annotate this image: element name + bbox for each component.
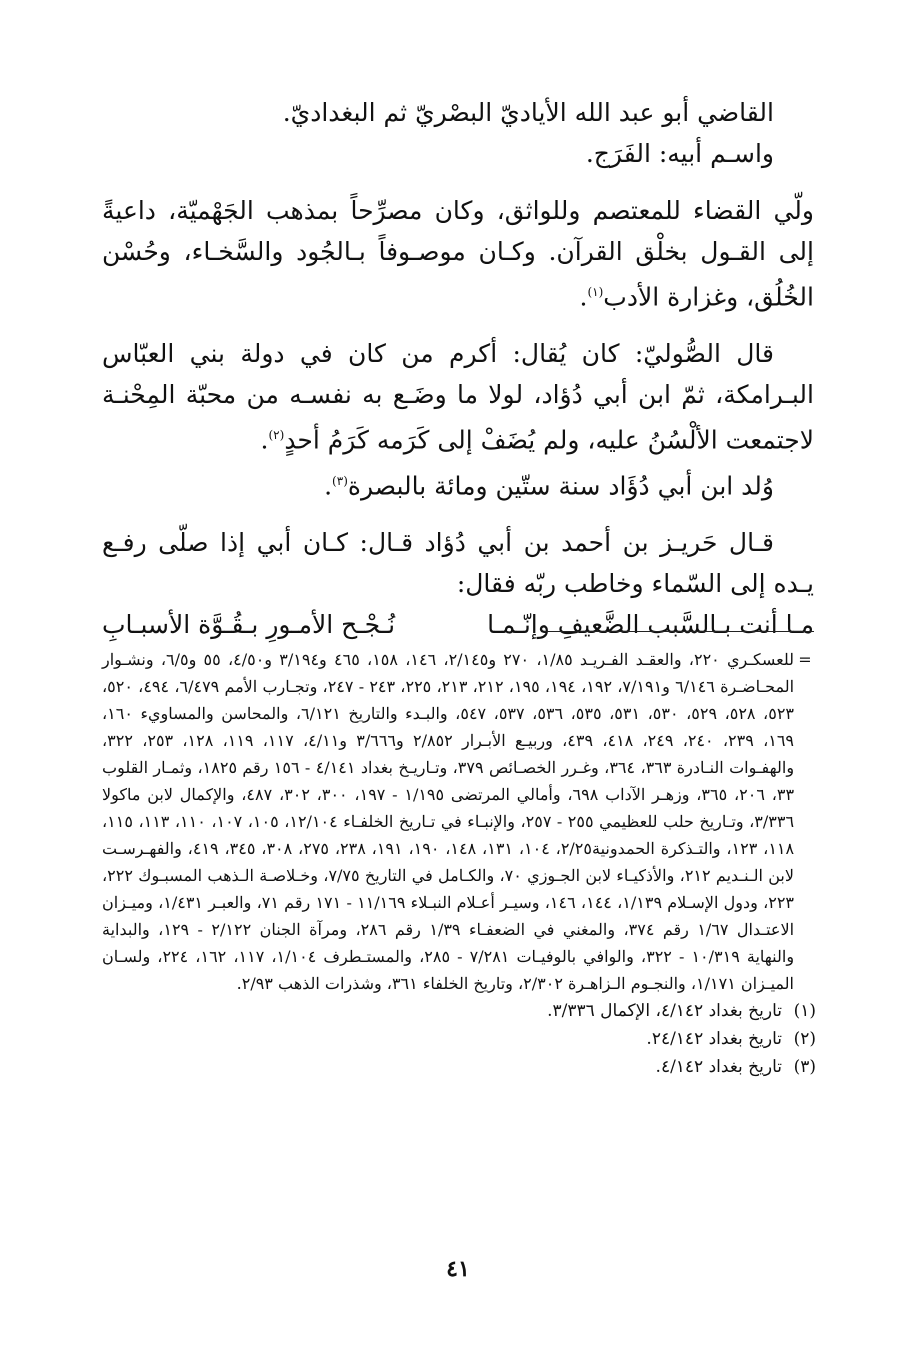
line-1: القاضي أبو عبد الله الأياديّ البصْريّ ثم البغداديّ. [282,98,774,127]
line-2: واسـم أبيه: الفَرَج. [585,139,774,168]
main-text [102,92,814,646]
continuation-mark: = [798,650,812,669]
footnote-item [102,1025,816,1053]
paragraph: وُلد ابن أبي دُؤَاد سنة ستّين ومائة بالبصرة$^{(٣)}$. [324,470,774,500]
paragraph: قال الصُّوليّ: كان يُقال: أكرم من كان في دولة بني العبّاس البـرامكة، ثمّ ابن أبي دُؤاد، لولا ما وضَـع به نفسـه من محبّة المِحْنـة لاجتمعت الألْسُنُ عليه، ولم يُضَفْ إلى كَرَمه كَرَمُ أحدٍ$^{(٢)}$. [102,339,814,455]
footnote-text: تاريخ بغداد ٤/١٤٢. [655,1057,782,1077]
text-line [102,133,814,174]
footnote-item [102,1053,816,1081]
paragraph: قـال حَريـز بن أحمد بن أبي دُؤاد قـال: كـان أبي إذا صلّى رفـع يـده إلى السّماء وخاطب ربّه فقال: [102,527,814,598]
page-number: ٤١ [446,1256,470,1282]
footnotes [102,646,816,1081]
footnote-text: تاريخ بغداد ٤/١٤٢، الإكمال ٣/٣٣٦. [547,1001,782,1021]
verse-hemistich-second: نُـجْـح الأمـورِ بـقُـوَّة الأسبـابِ [102,609,396,639]
footnote-number: (١) [793,1001,816,1021]
verse-hemistich-first: مـا أنت بـالسَّبب الضَّعيفِ وإنّـمـا [487,609,814,639]
footnote-number: (٢) [793,1029,816,1049]
text-line [102,92,814,133]
footnote-ref: (٢) [268,428,285,443]
poetry-verse [102,604,814,646]
footnote-ref: (٣) [332,473,348,488]
continuation-text: للعسكـري ٢٢٠، والعقـد الفـريـد ١/٨٥، ٢٧٠ و٢/١٤٥، ١٤٦، ١٥٨، ٤٦٥ و٣/١٩٤ و٤/٥٠، ٥٥ و٦/٥، ونشـوار المحـاضـرة ٦/١٤٦ و٧/١٩١، ١٩٢، ١٩٤، ١٩٥، ٢١٢، ٢١٣، ٢٢٥، ٢٤٣ - ٢٤٧، وتجـارب الأمم ٦/٤٧٩، ٤٩٤، ٥٢٠، ٥٢٣، ٥٢٨، ٥٢٩، ٥٣٠، ٥٣١، ٥٣٥، ٥٣٦، ٥٣٧، ٥٤٧، والبـدء والتاريخ ٦/١٢١، والمحاسن والمساويء ١٦٠، ١٦٩، ٢٣٩، ٢٤٠، ٢٤٩، ٤١٨، ٤٣٩، وربيـع الأبـرار ٢/٨٥٢ و٣/٦٦٦ و٤/١١، ١١٧، ١١٩، ١٢٨، ٢٥٣، ٣٢٢، والهفـوات النـادرة ٣٦٣، ٣٦٤، وغـرر الخصـائص ٣٧٩، وتـاريـخ بغداد ٤/١٤١ - ١٥٦ رقم ١٨٢٥، وثمـار القلوب ٣٣، ٢٠٦، ٣٦٥، وزهـر الآداب ٦٩٨، وأمالي المرتضى ١/١٩٥ - ١٩٧، ٣٠٠، ٣٠٢، ٤٨٧، والإكمال لابن ماكولا ٣/٣٣٦، وتـاريخ حلب للعظيمي ٢٥٥ - ٢٥٧، والإنبـاء في تـاريخ الخلفـاء ١٢/١٠٤، ١٠٥، ١٠٧، ١١٠، ١١٣، ١١٥، ١١٨، ١٢٣، والتـذكرة الحمدونية٢/٢٥، ١٠٤، ١٣١، ١٤٨، ١٩٠، ١٩١، ٢٣٨، ٢٧٥، ٣٠٨، ٣٤٥، ٤١٩، والفهـرسـت لابن الـنـديم ٢١٢، والأذكيـاء لابن الجـوزي ٧٠، والكـامل في التاريخ ٧/٧٥، وخـلاصـة الـذهب المسبـوك ٢٢٢، ٢٢٣، ودول الإسـلام ١/١٣٩، ١٤٤، ١٤٦، وسيـر أعـلام النبـلاء ١١/١٦٩ - ١٧١ رقم ٧١، والعبـر ١/٤٣١، وميـزان الاعتـدال ١/٦٧ رقم ٣٧٤، والمغني في الضعفـاء ١/٣٩ رقم ٢٨٦، ومرآة الجنان ٢/١٢٢ - ١٢٩، والبداية والنهاية ١٠/٣١٩ - ٣٢٢، والوافي بالوفيـات ٧/٢٨١ - ٢٨٥، والمستـطرف ١/١٠٤، ١١٧، ١٦٢، ٢٢٤، ولسـان الميـزان ١/١٧١، والنجـوم الـزاهـرة ٢/٣٠٢، وتاريخ الخلفاء ٣٦١، وشذرات الذهب ٢/٩٣. [102,650,795,993]
footnote-continuation [102,646,816,997]
footnote-text: تاريخ بغداد ٢٤/١٤٢. [646,1029,782,1049]
paragraph: ولّي القضاء للمعتصم وللواثق، وكان مصرِّحاً بمذهب الجَهْميّة، داعيةً إلى القـول بخلْق القرآن. وكـان موصـوفاً بـالجُود والسَّخـاء، وحُسْن الخُلُق، وغزارة الأدب$^{(١)}$. [102,196,814,312]
footnote-divider [544,631,814,632]
footnote-number: (٣) [793,1057,816,1077]
footnote-item [102,997,816,1025]
footnote-ref: (١) [587,285,604,299]
